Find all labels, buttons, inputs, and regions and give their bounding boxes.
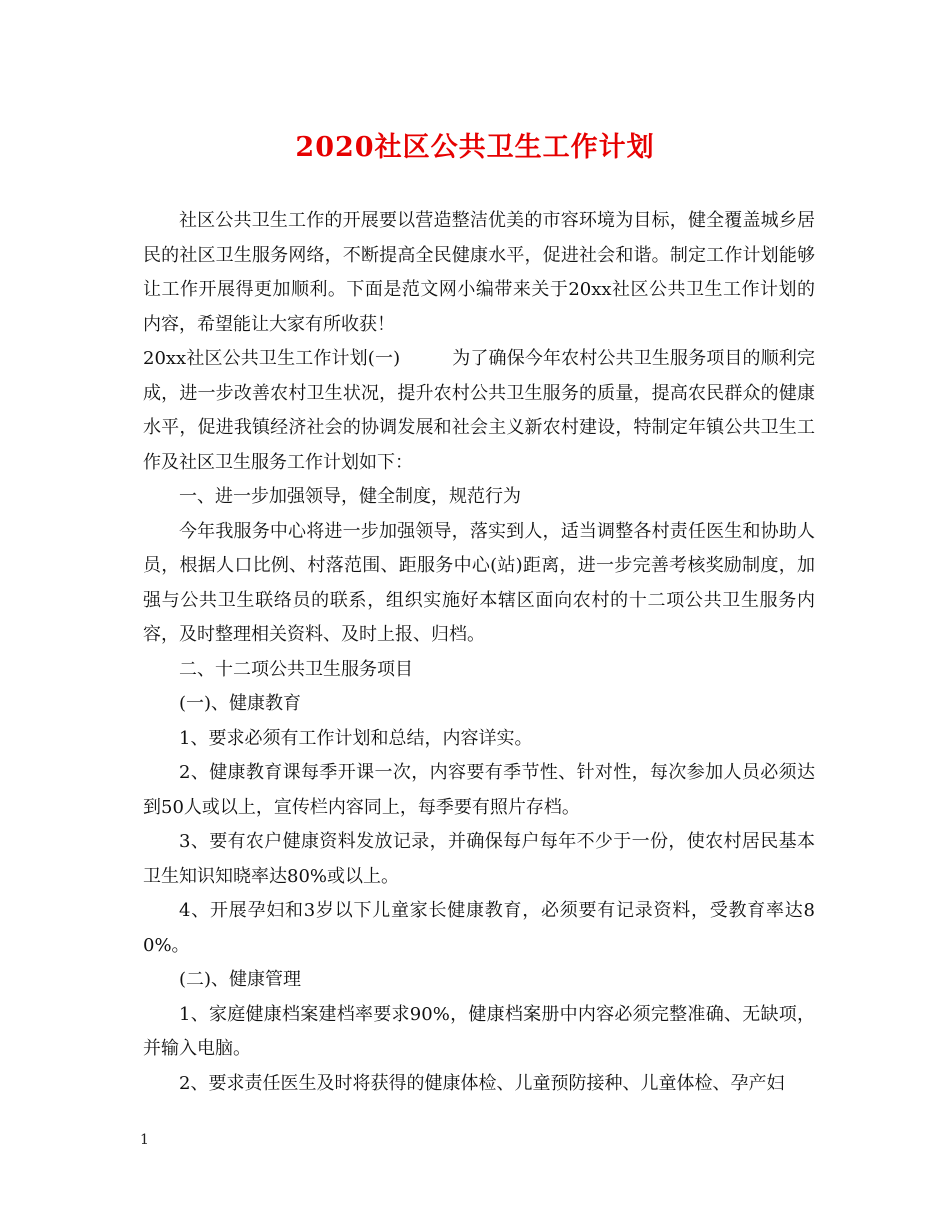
section-text: 为了确保今年农村公共卫生服务项目的顺利完成，进一步改善农村卫生状况，提升农村公共卫生服务的质量，提高农民群众的健康水平，促进我镇经济社会的协调发展和社会主义新农村建设，特制定年镇公共卫生工作及社区卫生服务工作计划如下： xyxy=(143,348,815,473)
subheading-health-education: (一)、健康教育 xyxy=(179,693,302,714)
heading-leadership: 一、进一步加强领导，健全制度，规范行为 xyxy=(179,486,521,507)
subheading-health-management: (二)、健康管理 xyxy=(179,969,302,990)
document-title: 2020社区公共卫生工作计划 xyxy=(295,132,655,163)
list-item: 1、要求必须有工作计划和总结，内容详实。 xyxy=(179,727,533,749)
section-heading: 20xx社区公共卫生工作计划(一) xyxy=(143,348,401,369)
list-item: 1、家庭健康档案建档率要求90%，健康档案册中内容必须完整准确、无缺项，并输入电脑。 xyxy=(143,1003,815,1059)
list-item: 4、开展孕妇和3岁以下儿童家长健康教育，必须要有记录资料，受教育率达80%。 xyxy=(143,900,815,956)
heading-service-items: 二、十二项公共卫生服务项目 xyxy=(179,658,413,680)
list-item: 2、要求责任医生及时将获得的健康体检、儿童预防接种、儿童体检、孕产妇 xyxy=(179,1072,785,1094)
intro-paragraph: 社区公共卫生工作的开展要以营造整洁优美的市容环境为目标，健全覆盖城乡居民的社区卫生服务网络，不断提高全民健康水平，促进社会和谐。制定工作计划能够让工作开展得更加顺利。下面是范文网小编带来关于20xx社区公共卫生工作计划的内容，希望能让大家有所收获！ xyxy=(143,210,815,335)
section-paragraph xyxy=(143,342,815,480)
list-item: 2、健康教育课每季开课一次，内容要有季节性、针对性，每次参加人员必须达到50人或以上，宣传栏内容同上，每季要有照片存档。 xyxy=(143,762,815,818)
document-body xyxy=(143,204,815,1101)
page-number: 1 xyxy=(140,1132,149,1148)
list-item: 3、要有农户健康资料发放记录，并确保每户每年不少于一份，使农村居民基本卫生知识知晓率达80%或以上。 xyxy=(143,831,815,887)
leadership-paragraph: 今年我服务中心将进一步加强领导，落实到人，适当调整各村责任医生和协助人员，根据人口比例、村落范围、距服务中心(站)距离，进一步完善考核奖励制度，加强与公共卫生联络员的联系，组织实施好本辖区面向农村的十二项公共卫生服务内容，及时整理相关资料、及时上报、归档。 xyxy=(143,520,815,645)
